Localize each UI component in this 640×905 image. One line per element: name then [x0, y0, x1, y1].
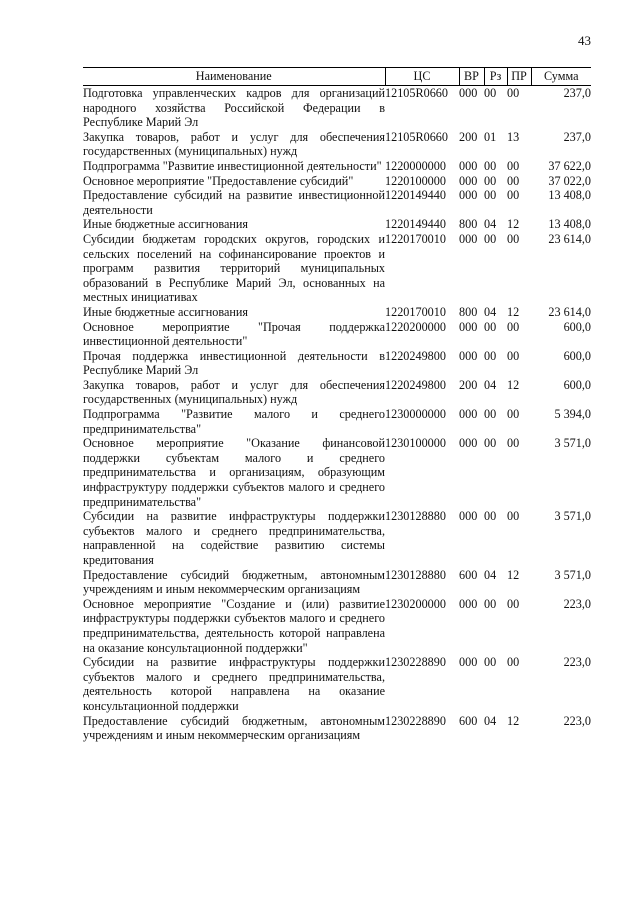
cell-cs: 1220170010 [385, 304, 446, 319]
cell-rz: 04 [484, 304, 497, 319]
cell-cs: 12105R0660 [385, 86, 448, 100]
cell-rz: 00 [484, 436, 497, 451]
cell-pr: 00 [507, 173, 520, 188]
cell-sum: 600,0 [563, 348, 591, 363]
cell-pr: 00 [507, 509, 520, 524]
cell-vr: 000 [459, 86, 478, 100]
cell-sum: 37 022,0 [548, 173, 591, 188]
cell-name: Подпрограмма "Развитие инвестиционной деятельности" [83, 158, 382, 173]
cell-rz: 00 [484, 319, 497, 334]
cell-vr: 200 [459, 377, 478, 392]
cell-sum: 13 408,0 [548, 188, 591, 203]
cell-rz: 04 [484, 377, 497, 392]
cell-cs: 1220249800 [385, 348, 446, 363]
cell-name: Предоставление субсидий на развитие инвестиционной деятельности [83, 188, 385, 217]
cell-sum: 13 408,0 [548, 217, 591, 232]
cell-sum: 3 571,0 [554, 509, 591, 524]
cell-pr: 12 [507, 567, 520, 582]
cell-rz: 00 [484, 348, 497, 363]
cell-rz: 04 [484, 567, 497, 582]
table-row [83, 568, 591, 597]
table-row [83, 159, 591, 174]
cell-sum: 5 394,0 [554, 407, 591, 422]
cell-rz: 00 [484, 188, 497, 203]
header-pr: ПР [507, 68, 531, 86]
table-row [83, 349, 591, 378]
cell-cs: 1230000000 [385, 407, 446, 422]
cell-name: Иные бюджетные ассигнования [83, 304, 249, 319]
cell-vr: 800 [459, 217, 478, 232]
table-row [83, 305, 591, 320]
cell-pr: 00 [507, 655, 520, 670]
cell-vr: 000 [459, 596, 478, 611]
table-row [83, 597, 591, 655]
cell-rz: 00 [484, 173, 497, 188]
cell-cs: 1230228890 [385, 713, 446, 728]
cell-sum: 600,0 [563, 377, 591, 392]
cell-pr: 12 [507, 217, 520, 232]
table-row [83, 86, 591, 130]
header-name: Наименование [83, 68, 385, 86]
cell-pr: 00 [507, 231, 520, 246]
cell-vr: 800 [459, 304, 478, 319]
cell-rz: 00 [484, 231, 497, 246]
cell-vr: 000 [459, 509, 478, 524]
cell-name: Закупка товаров, работ и услуг для обеспечения государственных (муниципальных) нужд [83, 129, 385, 159]
table-row [83, 378, 591, 407]
cell-pr: 00 [507, 407, 520, 422]
cell-cs: 1220149440 [385, 188, 446, 203]
cell-vr: 000 [459, 173, 478, 188]
table-row [83, 436, 591, 509]
header-vr: ВР [459, 68, 484, 86]
cell-name: Основное мероприятие "Оказание финансовой поддержки субъектам малого и среднего предпринимательства и организациям, образующим инфраструктуру поддержки субъектов малого и среднего предпринимательства" [83, 436, 385, 509]
cell-sum: 223,0 [563, 655, 591, 670]
cell-cs: 1230128880 [385, 567, 446, 582]
cell-name: Основное мероприятие "Прочая поддержка инвестиционной деятельности" [83, 319, 385, 349]
page-number: 43 [578, 33, 591, 48]
table-body [83, 86, 591, 743]
cell-name: Субсидии на развитие инфраструктуры поддержки субъектов малого и среднего предпринимательства, деятельность которой направлена на оказание консультационной поддержки [83, 655, 385, 713]
cell-name: Основное мероприятие "Создание и (или) развитие инфраструктуры поддержки субъектов малого и среднего предпринимательства, деятельность которой направлена на оказание консультационной поддержки" [83, 596, 385, 655]
cell-vr: 000 [459, 319, 478, 334]
cell-cs: 1230200000 [385, 596, 446, 611]
cell-sum: 237,0 [563, 129, 591, 144]
cell-cs: 1230228890 [385, 655, 446, 670]
cell-cs: 1220149440 [385, 217, 446, 232]
table-row [83, 174, 591, 189]
cell-sum: 600,0 [563, 319, 591, 334]
cell-rz: 00 [484, 509, 497, 524]
cell-name: Основное мероприятие "Предоставление субсидий" [83, 173, 354, 188]
cell-cs: 1220000000 [385, 158, 446, 173]
cell-name: Субсидии бюджетам городских округов, городских и сельских поселений на софинансирование проектов и программ развития территорий муниципальных образований в Республике Марий Эл, основанных на местных инициативах [83, 231, 385, 305]
cell-name: Субсидии на развитие инфраструктуры поддержки субъектов малого и среднего предпринимательства, направленной на содействие развитию системы кредитования [83, 509, 385, 567]
cell-vr: 600 [459, 713, 478, 728]
cell-cs: 12105R0660 [385, 129, 448, 144]
header-sum: Сумма [531, 68, 591, 86]
table-header-row [83, 68, 591, 86]
table-row [83, 655, 591, 713]
cell-name: Иные бюджетные ассигнования [83, 217, 249, 232]
cell-rz: 00 [484, 86, 497, 100]
cell-rz: 00 [484, 158, 497, 173]
cell-name: Предоставление субсидий бюджетным, автономным учреждениям и иным некоммерческим организациям [83, 567, 385, 597]
cell-pr: 13 [507, 129, 520, 144]
header-rz: Рз [484, 68, 507, 86]
cell-cs: 1220200000 [385, 319, 446, 334]
table-row [83, 232, 591, 305]
cell-cs: 1230100000 [385, 436, 446, 451]
cell-pr: 00 [507, 86, 520, 100]
cell-name: Закупка товаров, работ и услуг для обеспечения государственных (муниципальных) нужд [83, 377, 385, 407]
cell-cs: 1220249800 [385, 377, 446, 392]
table-row [83, 130, 591, 159]
cell-rz: 04 [484, 713, 497, 728]
cell-pr: 00 [507, 188, 520, 203]
table-row [83, 714, 591, 743]
cell-cs: 1220170010 [385, 231, 446, 246]
cell-sum: 3 571,0 [554, 436, 591, 451]
cell-pr: 00 [507, 158, 520, 173]
cell-rz: 00 [484, 655, 497, 670]
cell-rz: 01 [484, 129, 497, 144]
table-row [83, 407, 591, 436]
cell-name: Предоставление субсидий бюджетным, автономным учреждениям и иным некоммерческим организациям [83, 713, 385, 743]
cell-rz: 00 [484, 596, 497, 611]
cell-sum: 223,0 [563, 596, 591, 611]
cell-cs: 1230128880 [385, 509, 446, 524]
table-row [83, 509, 591, 567]
budget-table [83, 67, 591, 743]
cell-pr: 00 [507, 436, 520, 451]
cell-cs: 1220100000 [385, 173, 446, 188]
cell-vr: 000 [459, 188, 478, 203]
cell-sum: 23 614,0 [548, 304, 591, 319]
header-cs: ЦС [385, 68, 459, 86]
cell-name: Подготовка управленческих кадров для организаций народного хозяйства Российской Федерации в Республике Марий Эл [83, 86, 385, 130]
cell-name: Прочая поддержка инвестиционной деятельности в Республике Марий Эл [83, 348, 385, 378]
cell-rz: 04 [484, 217, 497, 232]
cell-sum: 223,0 [563, 713, 591, 728]
cell-name: Подпрограмма "Развитие малого и среднего предпринимательства" [83, 407, 385, 436]
cell-vr: 000 [459, 436, 478, 451]
cell-pr: 12 [507, 377, 520, 392]
cell-sum: 3 571,0 [554, 567, 591, 582]
cell-vr: 000 [459, 407, 478, 422]
cell-pr: 00 [507, 348, 520, 363]
cell-vr: 000 [459, 655, 478, 670]
cell-sum: 237,0 [563, 86, 591, 100]
cell-sum: 37 622,0 [548, 158, 591, 173]
table-row [83, 188, 591, 217]
table-row [83, 320, 591, 349]
cell-vr: 600 [459, 567, 478, 582]
cell-vr: 000 [459, 158, 478, 173]
cell-pr: 12 [507, 304, 520, 319]
cell-pr: 12 [507, 713, 520, 728]
cell-sum: 23 614,0 [548, 231, 591, 246]
cell-pr: 00 [507, 319, 520, 334]
cell-pr: 00 [507, 596, 520, 611]
cell-vr: 200 [459, 129, 478, 144]
cell-rz: 00 [484, 407, 497, 422]
cell-vr: 000 [459, 231, 478, 246]
cell-vr: 000 [459, 348, 478, 363]
table-row [83, 217, 591, 232]
